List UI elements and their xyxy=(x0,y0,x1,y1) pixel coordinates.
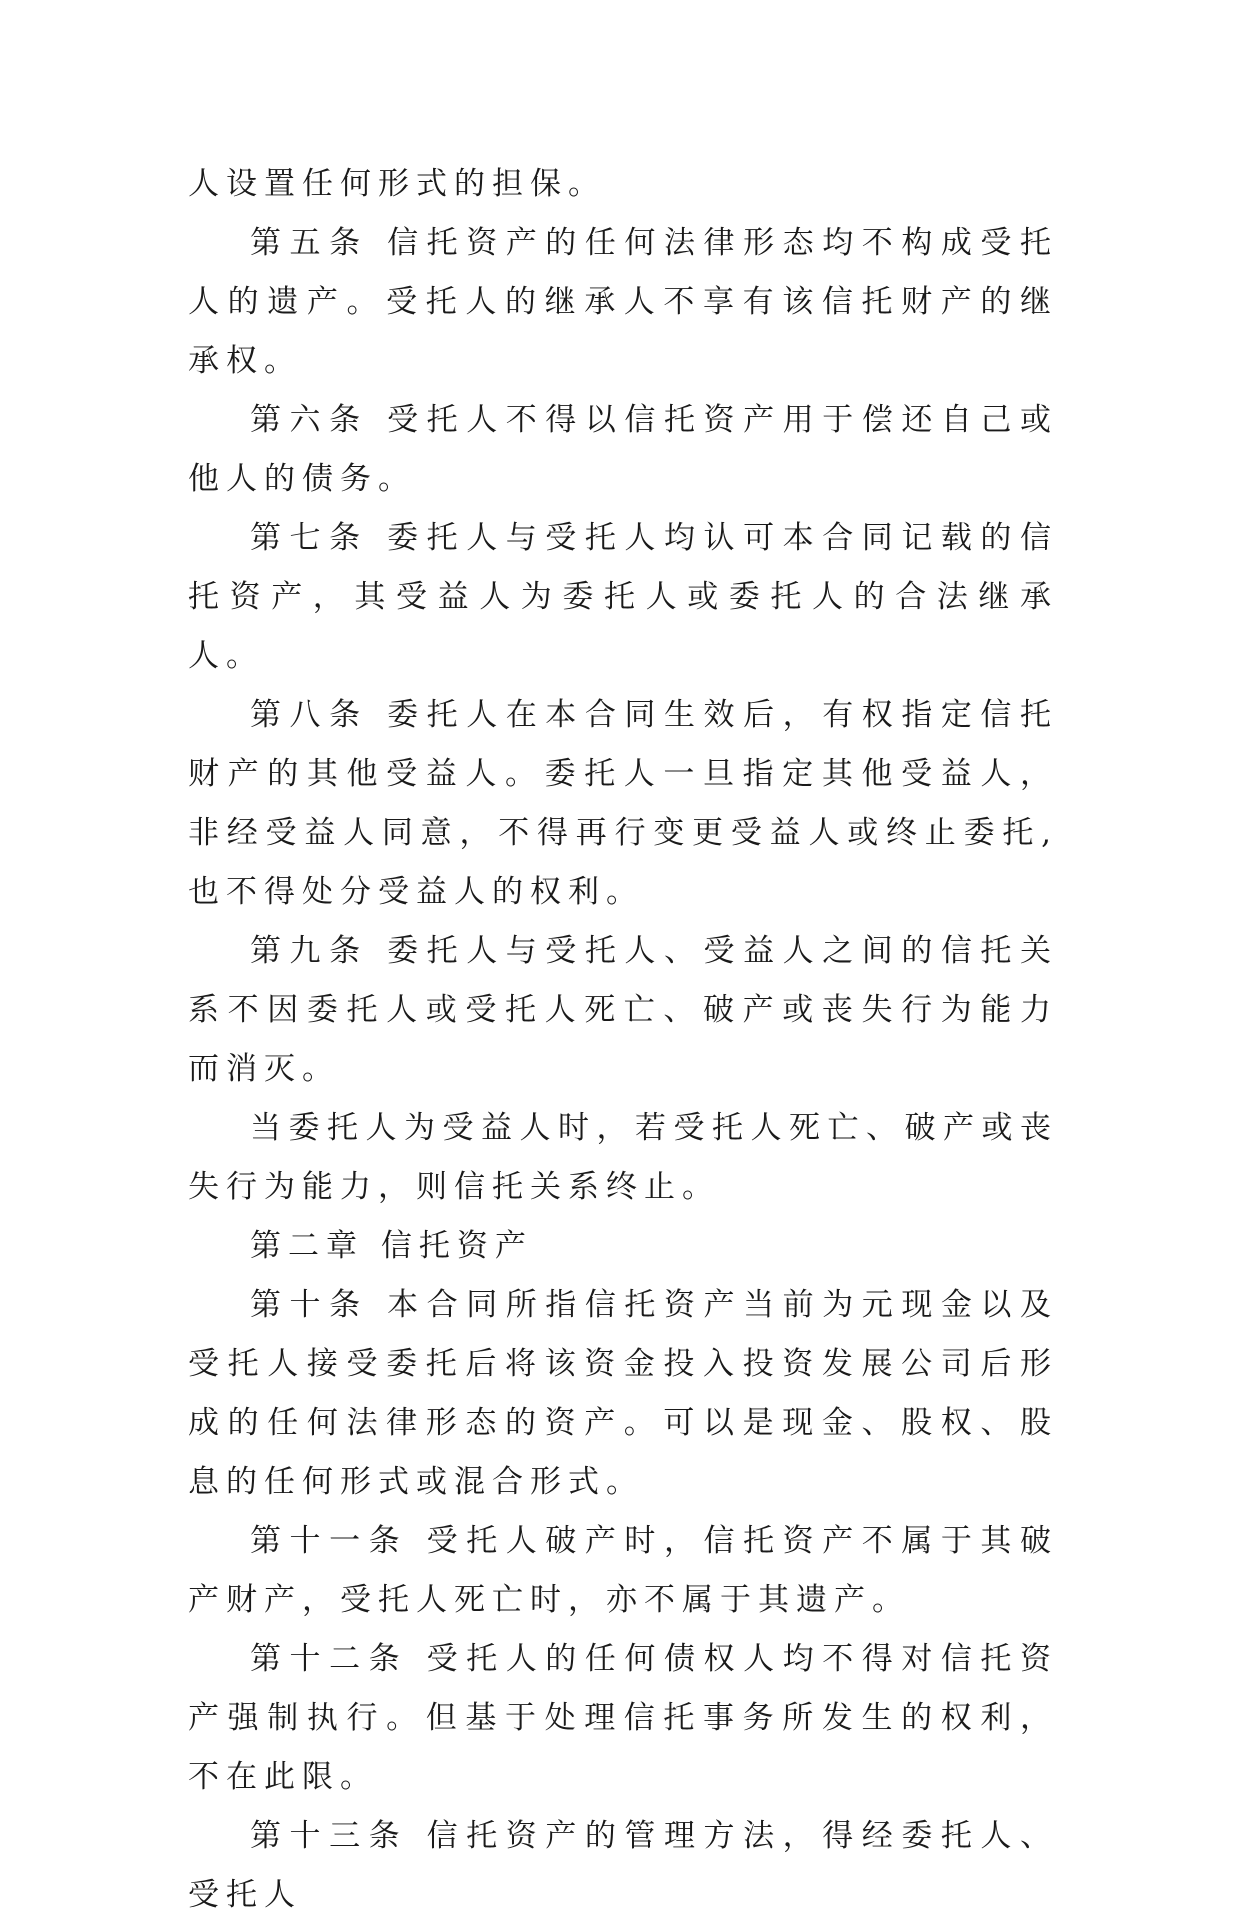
article-8-paragraph: 第八条 委托人在本合同生效后，有权指定信托财产的其他受益人。委托人一旦指定其他受益人，非经受益人同意，不得再行变更受益人或终止委托,也不得处分受益人的权利。 xyxy=(188,697,1058,910)
chapter-heading: 第二章 信托资产 xyxy=(250,1228,533,1264)
article-13-paragraph: 第十三条 信托资产的管理方法，得经委托人、受托人 xyxy=(188,1818,1058,1913)
paragraph-continuation: 人设置任何形式的担保。 xyxy=(188,166,606,202)
article-11-paragraph: 第十一条 受托人破产时，信托资产不属于其破产财产，受托人死亡时，亦不属于其遗产。 xyxy=(188,1523,1058,1618)
article-9-sub-paragraph: 当委托人为受益人时，若受托人死亡、破产或丧失行为能力，则信托关系终止。 xyxy=(188,1110,1058,1205)
article-12-paragraph: 第十二条 受托人的任何债权人均不得对信托资产强制执行。但基于处理信托事务所发生的权利，不在此限。 xyxy=(188,1641,1058,1795)
article-6-paragraph: 第六条 受托人不得以信托资产用于偿还自己或他人的债务。 xyxy=(188,402,1058,497)
article-7-paragraph: 第七条 委托人与受托人均认可本合同记载的信托资产，其受益人为委托人或委托人的合法继承人。 xyxy=(188,520,1058,674)
article-5-paragraph: 第五条 信托资产的任何法律形态均不构成受托人的遗产。受托人的继承人不享有该信托财产的继承权。 xyxy=(188,225,1058,379)
document-body xyxy=(188,155,1058,1925)
article-10-paragraph: 第十条 本合同所指信托资产当前为元现金以及受托人接受委托后将该资金投入投资发展公司后形成的任何法律形态的资产。可以是现金、股权、股息的任何形式或混合形式。 xyxy=(188,1287,1058,1500)
article-9-paragraph: 第九条 委托人与受托人、受益人之间的信托关系不因委托人或受托人死亡、破产或丧失行为能力而消灭。 xyxy=(188,933,1058,1087)
